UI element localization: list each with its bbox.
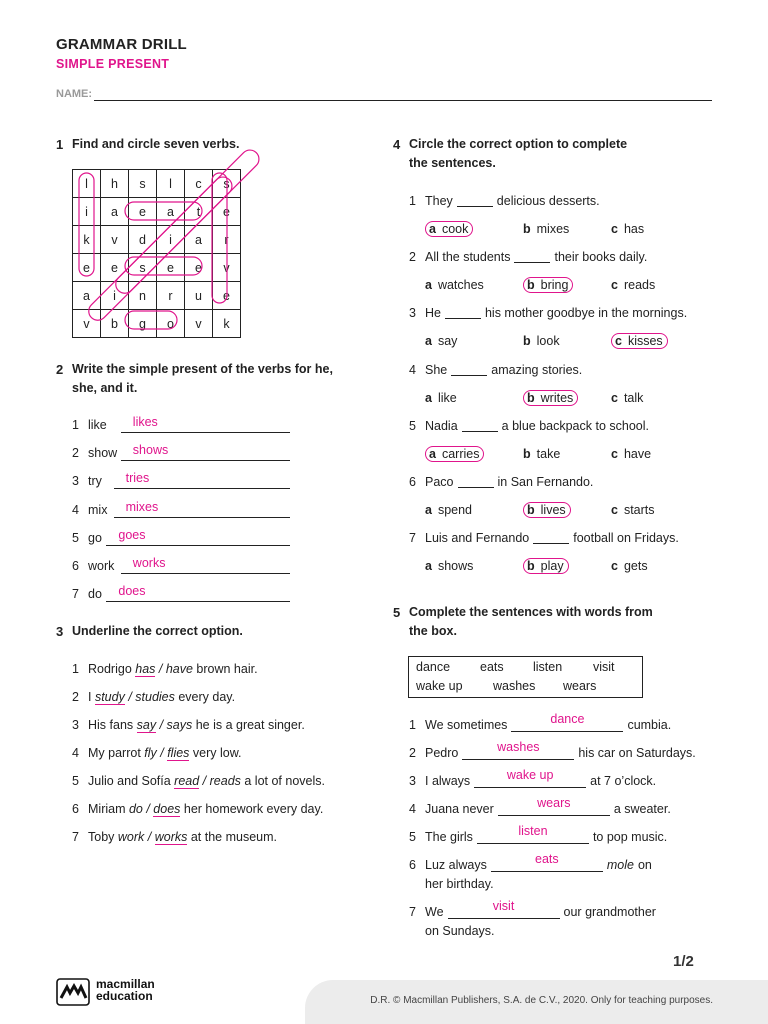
answer-blank[interactable] [477, 824, 589, 844]
item-number: 4 [409, 802, 416, 816]
answer-text: works [132, 556, 166, 570]
blank[interactable] [514, 252, 550, 263]
option-text: kisses [627, 334, 663, 349]
option-separator: / [199, 774, 210, 788]
item-number: 4 [72, 502, 79, 517]
underline-item [72, 830, 277, 844]
option-text: mixes [536, 222, 570, 236]
grid-cell[interactable]: s [129, 170, 157, 198]
sentence-start: Luis and Fernando [425, 531, 530, 546]
option-b[interactable] [523, 278, 573, 292]
item-number: 1 [409, 718, 416, 732]
sentence-end: cumbia. [627, 718, 672, 732]
answer-line[interactable] [114, 517, 290, 518]
word-box-item: dance [416, 660, 451, 674]
sentence-start: Luz always [425, 858, 487, 872]
answer-blank[interactable] [448, 899, 560, 919]
option-text: have [623, 446, 652, 461]
sentence-end: football on Fridays. [573, 531, 679, 546]
grid-cell[interactable]: e [185, 254, 213, 282]
worksheet-subtitle: SIMPLE PRESENT [56, 57, 170, 71]
grid-cell[interactable]: g [129, 310, 157, 338]
word-box-item: eats [480, 660, 504, 674]
option-separator: / [155, 662, 166, 676]
option-a[interactable] [425, 447, 484, 461]
base-verb: like [88, 418, 107, 432]
section-5-instruction: Complete the sentences with words from the box. [409, 605, 653, 638]
option-c[interactable] [611, 447, 651, 461]
grid-cell[interactable]: s [213, 170, 241, 198]
item-number: 2 [72, 690, 79, 704]
grid-cell[interactable]: k [73, 226, 101, 254]
option-letter: c [615, 334, 622, 349]
item-number: 7 [409, 531, 416, 546]
fill-sentence [409, 740, 696, 760]
sentence-end: their books daily. [554, 250, 648, 265]
option-text: writes [540, 390, 574, 405]
underline-item [72, 662, 258, 676]
option-c[interactable] [611, 559, 648, 573]
underline-item [72, 774, 325, 788]
sentence-start: She [425, 362, 448, 377]
grid-cell[interactable]: r [157, 282, 185, 310]
option-separator: / [156, 718, 167, 732]
sentence-end: a sweater. [613, 802, 671, 816]
option-a[interactable]: read [174, 774, 200, 788]
answer-text: likes [132, 415, 158, 429]
logo-line-1: macmillan [96, 977, 155, 991]
item-number: 5 [72, 774, 79, 788]
answer-blank[interactable] [474, 768, 586, 788]
base-verb: work [88, 559, 115, 573]
sentence-start: Julio and Sofía [88, 774, 175, 788]
answer-text: shows [132, 443, 169, 458]
option-letter: a [425, 559, 432, 574]
sentence-start: My parrot [88, 746, 145, 760]
answer-line[interactable] [121, 573, 290, 574]
option-text: reads [623, 278, 656, 293]
sentence-start: Nadia [425, 418, 458, 433]
sentence-end: at the museum. [187, 830, 277, 844]
mc-sentence [409, 475, 593, 489]
blank[interactable] [533, 533, 569, 544]
word-box-item: wears [563, 679, 597, 693]
grid-cell[interactable]: e [101, 254, 129, 282]
answer-text: wears [537, 796, 571, 810]
option-a[interactable]: say [136, 718, 157, 732]
macmillan-logo [56, 977, 155, 1011]
item-number: 1 [409, 194, 416, 208]
base-verb: mix [88, 502, 108, 517]
sentence-end: he is a great singer. [192, 718, 305, 732]
option-text: spend [437, 503, 473, 517]
item-number: 2 [409, 746, 416, 760]
option-letter: b [527, 390, 535, 405]
grid-cell[interactable]: v [73, 310, 101, 338]
sentence-end: brown hair. [192, 662, 258, 676]
answer-line[interactable] [121, 460, 290, 461]
option-text: lives [540, 503, 566, 517]
sentence-start: Pedro [425, 746, 459, 760]
answer-line[interactable] [121, 432, 290, 433]
blank[interactable] [462, 421, 498, 432]
item-number: 2 [72, 446, 79, 461]
option-a[interactable]: fly [144, 746, 157, 760]
sentence-start: All the students [425, 250, 511, 265]
sentence-end: his mother goodbye in the mornings. [484, 306, 688, 321]
option-letter: c [611, 278, 618, 293]
grid-cell[interactable]: r [213, 226, 241, 254]
sentence-end: at 7 o’clock. [590, 774, 657, 788]
answer-text: eats [535, 852, 559, 866]
grid-cell[interactable]: e [129, 198, 157, 226]
item-number: 4 [409, 362, 416, 377]
fill-sentence [409, 824, 668, 844]
option-a[interactable]: has [135, 662, 156, 676]
verb-item [72, 559, 114, 573]
grid-cell[interactable]: v [185, 310, 213, 338]
answer-text: goes [118, 527, 146, 542]
option-text: cook [441, 222, 469, 236]
option-b[interactable]: does [153, 802, 181, 816]
fill-sentence [409, 712, 672, 732]
base-verb: go [88, 530, 102, 545]
sentence-start: His fans [88, 718, 137, 732]
sentence-end: her homework every day. [180, 802, 324, 816]
answer-text: listen [518, 824, 548, 838]
grid-cell[interactable]: l [73, 170, 101, 198]
option-text: has [623, 222, 645, 236]
base-verb: show [88, 446, 118, 461]
option-text: watches [437, 278, 484, 293]
option-letter: c [611, 446, 618, 461]
item-number: 6 [409, 475, 416, 489]
grid-cell[interactable]: e [73, 254, 101, 282]
base-verb: try [88, 474, 102, 489]
verb-item [72, 503, 107, 517]
fill-sentence [409, 852, 652, 872]
grid-cell[interactable]: i [101, 282, 129, 310]
option-separator: / [144, 830, 155, 844]
item-number: 5 [409, 418, 416, 433]
option-letter: b [523, 446, 531, 461]
option-c[interactable] [611, 334, 668, 348]
option-b[interactable] [523, 447, 560, 461]
option-b[interactable] [523, 391, 578, 405]
section-1-number: 1 [56, 137, 64, 152]
mc-sentence [409, 419, 649, 433]
answer-line[interactable] [106, 601, 290, 602]
answer-text: does [118, 584, 146, 599]
answer-line[interactable] [114, 488, 290, 489]
grid-row [73, 282, 241, 310]
grid-cell[interactable]: u [185, 282, 213, 310]
item-number: 3 [72, 474, 79, 489]
grid-cell[interactable]: a [73, 282, 101, 310]
option-separator: / [156, 746, 168, 760]
option-b[interactable] [523, 334, 560, 348]
section-2-number: 2 [56, 362, 64, 377]
answer-blank[interactable] [462, 740, 574, 760]
option-letter: a [429, 222, 436, 236]
grid-cell[interactable]: i [157, 226, 185, 254]
option-b[interactable]: flies [167, 746, 190, 760]
option-separator: / [124, 690, 136, 704]
fill-sentence [409, 768, 657, 788]
option-text: gets [623, 559, 648, 574]
item-number: 7 [409, 905, 416, 919]
underline-item [72, 718, 305, 732]
item-number: 5 [409, 830, 416, 844]
option-letter: c [611, 503, 618, 517]
item-number: 1 [72, 418, 79, 432]
option-text: bring [540, 278, 569, 293]
grid-cell[interactable]: e [157, 254, 185, 282]
word-box-item: wake up [416, 679, 463, 693]
answer-blank[interactable] [491, 852, 603, 872]
verb-item [72, 531, 102, 545]
section-1-instruction: Find and circle seven verbs. [72, 137, 240, 151]
option-text: play [540, 559, 564, 574]
mc-sentence [409, 531, 679, 545]
fill-sentence [409, 796, 671, 816]
answer-text: dance [550, 712, 585, 726]
option-letter: c [611, 390, 618, 405]
mc-sentence [409, 194, 600, 208]
item-number: 5 [72, 530, 79, 545]
mc-sentence [409, 250, 647, 264]
option-a[interactable]: work [117, 830, 145, 844]
grid-cell[interactable]: i [73, 198, 101, 226]
logo-line-2: education [96, 989, 153, 1003]
grid-row [73, 170, 241, 198]
word-box-item: listen [533, 660, 563, 674]
answer-blank[interactable] [511, 712, 623, 732]
grid-cell[interactable]: a [185, 226, 213, 254]
option-b[interactable] [523, 222, 569, 236]
answer-text: washes [497, 740, 540, 754]
blank[interactable] [458, 477, 494, 488]
sentence-start: I [88, 690, 95, 704]
option-letter: a [425, 278, 432, 293]
grid-cell[interactable]: o [157, 310, 185, 338]
answer-text: tries [125, 471, 150, 486]
option-text: look [536, 334, 560, 349]
option-a[interactable] [425, 503, 472, 517]
option-text: carries [441, 446, 480, 461]
sentence-start: Miriam [88, 802, 129, 816]
grid-cell[interactable]: l [157, 170, 185, 198]
item-number: 6 [72, 559, 79, 573]
grid-row [73, 198, 241, 226]
macmillan-logo-icon [56, 978, 90, 1006]
sentence-start: Rodrigo [88, 662, 136, 676]
option-letter: c [611, 222, 618, 236]
sentence-start: Paco [425, 475, 454, 489]
word-box-item: visit [593, 660, 615, 674]
sentence-end: his car on Saturdays. [578, 746, 696, 760]
option-text: talk [623, 390, 644, 405]
sentence-continuation: her birthday. [425, 877, 494, 891]
option-letter: a [425, 503, 432, 517]
item-number: 1 [72, 662, 79, 676]
grid-row [73, 226, 241, 254]
grid-cell[interactable]: d [129, 226, 157, 254]
grid-cell[interactable]: h [101, 170, 129, 198]
grid-cell[interactable]: s [129, 254, 157, 282]
section-5-number: 5 [393, 605, 401, 620]
blank[interactable] [457, 196, 493, 207]
option-a[interactable]: study [94, 690, 125, 704]
copyright-text: D.R. © Macmillan Publishers, S.A. de C.V., 2020. Only for teaching purposes. [370, 995, 713, 1006]
item-number: 3 [409, 306, 416, 321]
grid-cell[interactable]: e [213, 198, 241, 226]
section-2-instruction: Write the simple present of the verbs for he, she, and it. [72, 362, 333, 395]
option-c[interactable] [611, 503, 655, 517]
word-box [408, 656, 643, 698]
answer-line[interactable] [106, 545, 290, 546]
item-number: 3 [409, 774, 416, 788]
item-number: 6 [72, 802, 79, 816]
option-b[interactable]: studies [135, 690, 175, 704]
name-label: NAME: [56, 88, 93, 100]
section-3-number: 3 [56, 624, 64, 639]
option-b[interactable]: have [165, 662, 193, 676]
grid-row [73, 254, 241, 282]
option-c[interactable] [611, 278, 655, 292]
option-a[interactable] [425, 222, 473, 236]
sentence-end: our grandmother [563, 905, 656, 919]
item-number: 7 [72, 587, 79, 602]
grid-cell[interactable]: t [185, 198, 213, 226]
grid-cell[interactable]: v [101, 226, 129, 254]
sentence-end: amazing stories. [491, 362, 583, 377]
sentence-start: We sometimes [425, 718, 508, 732]
option-a[interactable]: do [128, 802, 143, 816]
option-b[interactable] [523, 503, 571, 517]
option-letter: c [611, 559, 618, 574]
option-a[interactable] [425, 559, 473, 573]
answer-blank[interactable] [498, 796, 610, 816]
sentence-end: very low. [189, 746, 242, 760]
option-text: take [536, 446, 561, 461]
sentence-start: I always [425, 774, 471, 788]
page-number: 1/2 [673, 953, 694, 970]
sentence-end: in San Fernando. [497, 475, 594, 489]
option-letter: a [429, 446, 436, 461]
worksheet-title: GRAMMAR DRILL [56, 36, 187, 53]
option-b[interactable]: says [166, 718, 193, 732]
mc-sentence [409, 306, 687, 320]
option-text: starts [623, 503, 655, 517]
grid-cell[interactable]: k [213, 310, 241, 338]
answer-text: visit [492, 899, 515, 913]
section-4-instruction: Circle the correct option to complete the sentences. [409, 137, 628, 170]
item-number: 4 [72, 746, 79, 760]
sentence-end: mole [606, 858, 634, 872]
option-text: shows [437, 559, 474, 574]
item-number: 7 [72, 830, 79, 844]
sentence-start: Juana never [425, 802, 494, 816]
grid-cell[interactable]: a [101, 198, 129, 226]
blank[interactable] [445, 308, 481, 319]
option-letter: b [523, 334, 531, 349]
word-box-item: washes [493, 679, 536, 693]
grid-row [73, 310, 241, 338]
name-field-line[interactable] [94, 100, 712, 101]
option-c[interactable] [611, 391, 643, 405]
grid-cell[interactable]: n [129, 282, 157, 310]
verb-item [72, 587, 102, 601]
option-letter: a [425, 390, 432, 405]
answer-text: mixes [125, 499, 159, 514]
word-search-grid [72, 169, 241, 338]
option-b[interactable]: works [154, 830, 188, 844]
sentence-start: He [425, 306, 441, 321]
option-a[interactable] [425, 334, 457, 348]
item-number: 2 [409, 250, 416, 265]
sentence-end: a blue backpack to school. [501, 418, 649, 433]
section-3-instruction: Underline the correct option. [72, 624, 243, 638]
answer-text: wake up [506, 768, 554, 782]
grid-cell[interactable]: e [213, 282, 241, 310]
verb-item [72, 446, 117, 460]
option-b[interactable] [523, 559, 569, 573]
sentence-start: The girls [425, 830, 473, 844]
option-a[interactable] [425, 278, 484, 292]
underline-item [72, 690, 235, 704]
option-c[interactable] [611, 222, 644, 236]
option-text: say [437, 334, 458, 349]
sentence-continuation: on Sundays. [425, 924, 495, 938]
footer-bar [305, 980, 768, 1024]
sentence-start: We [425, 905, 444, 919]
option-letter: b [523, 222, 531, 236]
item-number: 6 [409, 858, 416, 872]
section-4-number: 4 [393, 137, 401, 152]
sentence-end: to pop music. [592, 830, 668, 844]
option-letter: b [527, 278, 535, 293]
grid-cell[interactable]: a [157, 198, 185, 226]
sentence-start: They [425, 194, 453, 208]
verb-item [72, 418, 107, 432]
option-letter: b [527, 559, 535, 574]
underline-item [72, 802, 323, 816]
sentence-end: a lot of novels. [240, 774, 325, 788]
grid-cell[interactable]: v [213, 254, 241, 282]
option-b[interactable]: reads [209, 774, 241, 788]
fill-sentence [409, 899, 656, 919]
base-verb: do [88, 587, 102, 602]
option-separator: / [142, 802, 154, 816]
option-letter: a [425, 334, 432, 349]
sentence-end-2: on [637, 858, 652, 872]
grid-cell[interactable]: b [101, 310, 129, 338]
blank[interactable] [451, 365, 487, 376]
sentence-end: delicious desserts. [496, 194, 600, 208]
underline-item [72, 746, 242, 760]
option-a[interactable] [425, 391, 457, 405]
option-letter: b [527, 503, 535, 517]
option-text: like [437, 390, 457, 405]
item-number: 3 [72, 718, 79, 732]
verb-item [72, 474, 102, 488]
sentence-start: Toby [88, 830, 118, 844]
sentence-end: every day. [174, 690, 236, 704]
grid-cell[interactable]: c [185, 170, 213, 198]
mc-sentence [409, 363, 582, 377]
